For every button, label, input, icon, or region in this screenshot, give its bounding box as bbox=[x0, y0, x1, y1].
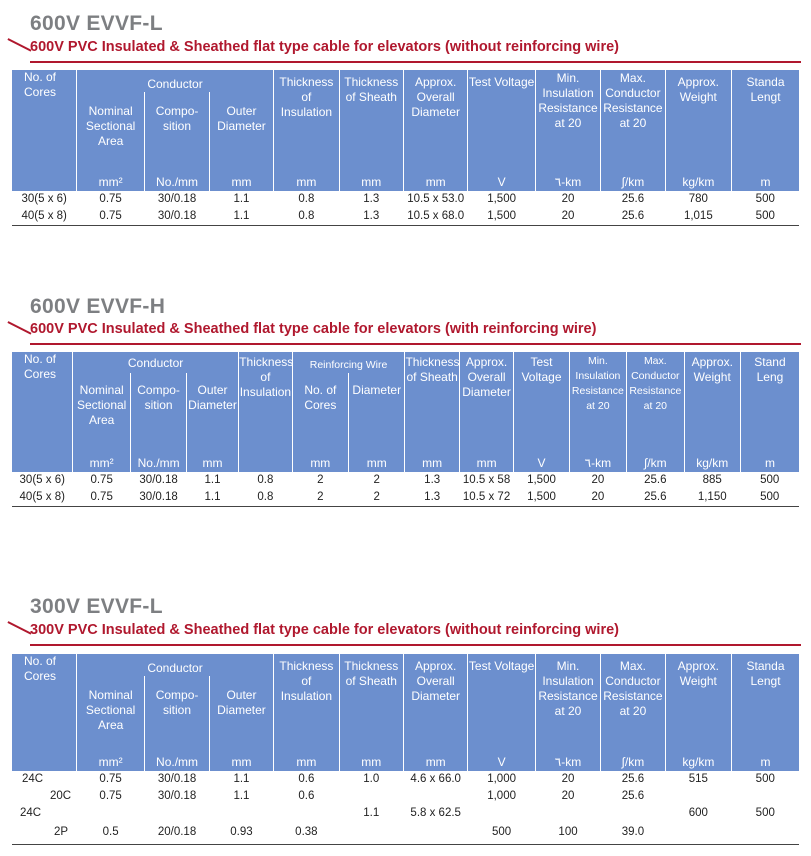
header-min-insulation-resistance: Min. Insulation Resistance at 20 bbox=[569, 352, 626, 453]
unit-cell: mm bbox=[459, 453, 513, 472]
cell: 1,000 bbox=[487, 773, 516, 785]
cell: 10.5 x 58 bbox=[462, 474, 511, 486]
cell: 1.1 bbox=[209, 208, 273, 226]
cell: 40(5 x 8) bbox=[12, 489, 72, 507]
unit-cell: kg/km bbox=[684, 453, 740, 472]
unit-cell: m bbox=[732, 752, 799, 771]
cell: 1.0 bbox=[363, 773, 380, 785]
section-3-subtitle: 300V PVC Insulated & Sheathed flat type cable for elevators (without reinforcing wire) bbox=[30, 622, 619, 638]
cell: 30/0.18 bbox=[157, 790, 197, 802]
section-3-red-rule bbox=[30, 644, 801, 646]
cell: 30(5 x 6) bbox=[21, 193, 67, 205]
unit-cell: mm bbox=[186, 453, 238, 472]
cell: 600 bbox=[688, 807, 708, 819]
cell: 39.0 bbox=[601, 822, 665, 844]
header-standard-length: Standa Lengt bbox=[732, 70, 799, 172]
cell: 500 bbox=[468, 822, 535, 844]
cell: 0.75 bbox=[76, 208, 144, 226]
cell: 0.8 bbox=[298, 193, 315, 205]
unit-cell: mm bbox=[339, 172, 403, 191]
cell: 20 bbox=[569, 489, 626, 507]
header-sheath: Thickness of Sheath bbox=[339, 70, 403, 172]
cell: 25.6 bbox=[644, 474, 667, 486]
cell: 1,015 bbox=[665, 208, 731, 226]
cell: 0.8 bbox=[274, 208, 339, 226]
header-standard-length: Stand Leng bbox=[740, 352, 799, 453]
cell: 40(5 x 8) bbox=[12, 208, 76, 226]
unit-cell: mm bbox=[292, 453, 348, 472]
cell: 20/0.18 bbox=[145, 822, 209, 844]
cell: 0.8 bbox=[239, 489, 292, 507]
cell: 1,500 bbox=[487, 193, 516, 205]
cell bbox=[76, 805, 144, 822]
cell: 1,500 bbox=[514, 489, 569, 507]
cell: 500 bbox=[755, 193, 775, 205]
cell: 500 bbox=[755, 773, 775, 785]
cell bbox=[339, 788, 403, 805]
cell: 0.75 bbox=[99, 790, 122, 802]
cell: 0.75 bbox=[99, 193, 122, 205]
section-1-spec-table bbox=[12, 70, 799, 226]
cell bbox=[339, 822, 403, 844]
header-nominal-area: Nominal Sectional Area bbox=[76, 92, 144, 172]
cell: 4.6 x 66.0 bbox=[410, 773, 461, 785]
cell: 2 bbox=[317, 474, 324, 486]
title-slash-decoration bbox=[8, 321, 32, 334]
cell bbox=[535, 805, 600, 822]
header-min-insulation-resistance: Min. Insulation Resistance at 20 bbox=[535, 654, 600, 752]
cell: 20 bbox=[535, 208, 600, 226]
table-row bbox=[12, 822, 799, 844]
cell: 0.75 bbox=[72, 489, 130, 507]
cell: 25.6 bbox=[621, 193, 645, 205]
section-2-subtitle: 600V PVC Insulated & Sheathed flat type cable for elevators (with reinforcing wire) bbox=[30, 321, 597, 337]
cell bbox=[732, 822, 799, 844]
header-standard-length: Standa Lengt bbox=[732, 654, 799, 752]
header-cores: No. of Cores bbox=[12, 654, 76, 752]
cell bbox=[732, 788, 799, 805]
cell: 100 bbox=[535, 822, 600, 844]
section-2-spec-table bbox=[12, 352, 799, 507]
table-row bbox=[12, 472, 799, 489]
cell bbox=[665, 822, 731, 844]
cell: 0.8 bbox=[257, 474, 274, 486]
cell: 30/0.18 bbox=[157, 193, 197, 205]
unit-cell: No./mm bbox=[145, 752, 209, 771]
unit-cell: ∫/km bbox=[601, 172, 665, 191]
header-insulation: Thickness of Insulation bbox=[274, 70, 339, 172]
header-test-voltage: Test Voltage bbox=[514, 352, 569, 453]
cell: 780 bbox=[688, 193, 708, 205]
cell: 10.5 x 68.0 bbox=[403, 208, 467, 226]
cell bbox=[209, 805, 273, 822]
unit-cell: mm bbox=[405, 453, 459, 472]
cell bbox=[601, 805, 665, 822]
table-row bbox=[12, 771, 799, 788]
header-outer-diameter: Outer Diameter bbox=[209, 92, 273, 172]
unit-cell: ٦-km bbox=[535, 752, 600, 771]
table-row bbox=[12, 489, 799, 507]
header-weight: Approx. Weight bbox=[665, 654, 731, 752]
cell: 0.75 bbox=[90, 474, 113, 486]
unit-cell: mm² bbox=[72, 453, 130, 472]
section-3-model-title: 300V EVVF-L bbox=[30, 595, 163, 618]
header-nominal-area: Nominal Sectional Area bbox=[72, 373, 130, 453]
unit-cell: mm bbox=[349, 453, 405, 472]
cell: 500 bbox=[755, 807, 775, 819]
unit-cell: mm bbox=[209, 172, 273, 191]
cell: 0.6 bbox=[298, 773, 315, 785]
cell: 1.1 bbox=[233, 193, 250, 205]
cell: 10.5 x 53.0 bbox=[407, 193, 465, 205]
title-slash-decoration bbox=[8, 38, 32, 51]
cell: 2P bbox=[12, 822, 76, 844]
header-composition: Compo- sition bbox=[145, 676, 209, 752]
cell: 10.5 x 72 bbox=[459, 489, 513, 507]
header-conductor: Conductor bbox=[76, 70, 273, 92]
title-slash-decoration bbox=[8, 621, 32, 634]
cell: 1,500 bbox=[527, 474, 556, 486]
section-2-model-title: 600V EVVF-H bbox=[30, 295, 166, 318]
table-row bbox=[12, 805, 799, 822]
cell: 1.3 bbox=[339, 208, 403, 226]
unit-cell: ∫/km bbox=[601, 752, 665, 771]
header-cores: No. of Cores bbox=[12, 70, 76, 172]
header-reinforcing-wire: Reinforcing Wire bbox=[292, 352, 405, 373]
cell: 1,500 bbox=[468, 208, 535, 226]
header-conductor: Conductor bbox=[76, 654, 273, 676]
cell: 515 bbox=[688, 773, 708, 785]
cell: 1.1 bbox=[233, 790, 250, 802]
cell: 2 bbox=[349, 489, 405, 507]
unit-cell bbox=[12, 453, 72, 472]
table-row bbox=[12, 208, 799, 226]
header-max-conductor-resistance: Max. Conductor Resistance at 20 bbox=[601, 654, 665, 752]
cell: 1.1 bbox=[233, 773, 250, 785]
unit-cell: mm bbox=[403, 752, 467, 771]
cell: 1.1 bbox=[204, 474, 221, 486]
section-1-red-rule bbox=[30, 61, 801, 63]
cell: 20 bbox=[561, 773, 575, 785]
header-outer-diameter: Outer Diameter bbox=[209, 676, 273, 752]
cell: 30/0.18 bbox=[145, 208, 209, 226]
unit-cell: mm bbox=[274, 752, 339, 771]
section-2-red-rule bbox=[30, 343, 801, 345]
cell: 30/0.18 bbox=[157, 773, 197, 785]
cell bbox=[403, 788, 467, 805]
header-conductor: Conductor bbox=[72, 352, 238, 373]
header-min-insulation-resistance: Min. Insulation Resistance at 20 bbox=[535, 70, 600, 172]
cell: 25.6 bbox=[621, 773, 645, 785]
cell: 20 bbox=[561, 193, 575, 205]
cell: 2 bbox=[292, 489, 348, 507]
section-3-spec-table bbox=[12, 654, 799, 845]
header-max-conductor-resistance: Max. Conductor Resistance at 20 bbox=[601, 70, 665, 172]
cell: 24C bbox=[22, 773, 44, 785]
header-sheath: Thickness of Sheath bbox=[339, 654, 403, 752]
unit-cell: m bbox=[740, 453, 799, 472]
cell: 1.1 bbox=[363, 807, 380, 819]
header-composition: Compo- sition bbox=[145, 92, 209, 172]
unit-cell: V bbox=[514, 453, 569, 472]
unit-cell: V bbox=[468, 752, 535, 771]
cell: 0.93 bbox=[209, 822, 273, 844]
cell: 1,150 bbox=[684, 489, 740, 507]
header-weight: Approx. Weight bbox=[665, 70, 731, 172]
unit-cell: m bbox=[732, 172, 799, 191]
cell bbox=[145, 805, 209, 822]
cell: 0.75 bbox=[99, 773, 122, 785]
cell: 1.3 bbox=[405, 489, 459, 507]
unit-cell: ٦-km bbox=[535, 172, 600, 191]
cell: 1.3 bbox=[424, 474, 441, 486]
cell: 885 bbox=[702, 474, 722, 486]
unit-cell: mm bbox=[403, 172, 467, 191]
cell: 0.5 bbox=[76, 822, 144, 844]
cell: 20 bbox=[591, 474, 605, 486]
header-overall-diameter: Approx. Overall Diameter bbox=[403, 654, 467, 752]
header-weight: Approx. Weight bbox=[684, 352, 740, 453]
unit-cell: No./mm bbox=[131, 453, 186, 472]
unit-cell: mm² bbox=[76, 752, 144, 771]
unit-cell: kg/km bbox=[665, 752, 731, 771]
cell bbox=[468, 805, 535, 822]
cell: 30/0.18 bbox=[131, 489, 186, 507]
unit-cell: mm bbox=[274, 172, 339, 191]
cell: 1,000 bbox=[487, 790, 516, 802]
cell: 500 bbox=[732, 208, 799, 226]
header-composition: Compo- sition bbox=[131, 373, 186, 453]
cell: 25.6 bbox=[621, 790, 645, 802]
cell: 20 bbox=[561, 790, 575, 802]
unit-cell: mm² bbox=[76, 172, 144, 191]
cell: 2 bbox=[373, 474, 380, 486]
header-insulation: Thickness of Insulation bbox=[274, 654, 339, 752]
header-cores: No. of Cores bbox=[12, 352, 72, 453]
header-test-voltage: Test Voltage bbox=[468, 654, 535, 752]
cell: 20C bbox=[50, 790, 72, 802]
cell: 24C bbox=[20, 807, 42, 819]
unit-cell: mm bbox=[209, 752, 273, 771]
section-1-model-title: 600V EVVF-L bbox=[30, 12, 163, 35]
header-rw-cores: No. of Cores bbox=[292, 373, 348, 453]
unit-cell: No./mm bbox=[145, 172, 209, 191]
header-test-voltage: Test Voltage bbox=[468, 70, 535, 172]
header-overall-diameter: Approx. Overall Diameter bbox=[459, 352, 513, 453]
unit-cell bbox=[12, 752, 76, 771]
cell: 5.8 x 62.5 bbox=[410, 807, 461, 819]
cell: 0.38 bbox=[274, 822, 339, 844]
cell: 1.3 bbox=[363, 193, 380, 205]
unit-cell bbox=[12, 172, 76, 191]
cell: 25.6 bbox=[601, 208, 665, 226]
cell: 30(5 x 6) bbox=[19, 474, 65, 486]
unit-cell: ∫/km bbox=[627, 453, 684, 472]
header-nominal-area: Nominal Sectional Area bbox=[76, 676, 144, 752]
header-max-conductor-resistance: Max. Conductor Resistance at 20 bbox=[627, 352, 684, 453]
cell: 25.6 bbox=[627, 489, 684, 507]
section-1-subtitle: 600V PVC Insulated & Sheathed flat type cable for elevators (without reinforcing wire) bbox=[30, 39, 619, 55]
cell: 30/0.18 bbox=[139, 474, 178, 486]
cell bbox=[665, 788, 731, 805]
header-sheath: Thickness of Sheath bbox=[405, 352, 459, 453]
header-overall-diameter: Approx. Overall Diameter bbox=[403, 70, 467, 172]
unit-cell: ٦-km bbox=[569, 453, 626, 472]
header-outer-diameter: Outer Diameter bbox=[186, 373, 238, 453]
cell: 500 bbox=[760, 474, 780, 486]
cell bbox=[403, 822, 467, 844]
cell: 0.6 bbox=[298, 790, 315, 802]
table-row bbox=[12, 788, 799, 805]
unit-cell bbox=[239, 453, 292, 472]
unit-cell: kg/km bbox=[665, 172, 731, 191]
cell bbox=[274, 805, 339, 822]
cell: 500 bbox=[740, 489, 799, 507]
unit-cell: mm bbox=[339, 752, 403, 771]
header-rw-diameter: Diameter bbox=[349, 373, 405, 453]
cell: 1.1 bbox=[186, 489, 238, 507]
header-insulation: Thickness of Insulation bbox=[239, 352, 292, 453]
table-row bbox=[12, 191, 799, 208]
unit-cell: V bbox=[468, 172, 535, 191]
